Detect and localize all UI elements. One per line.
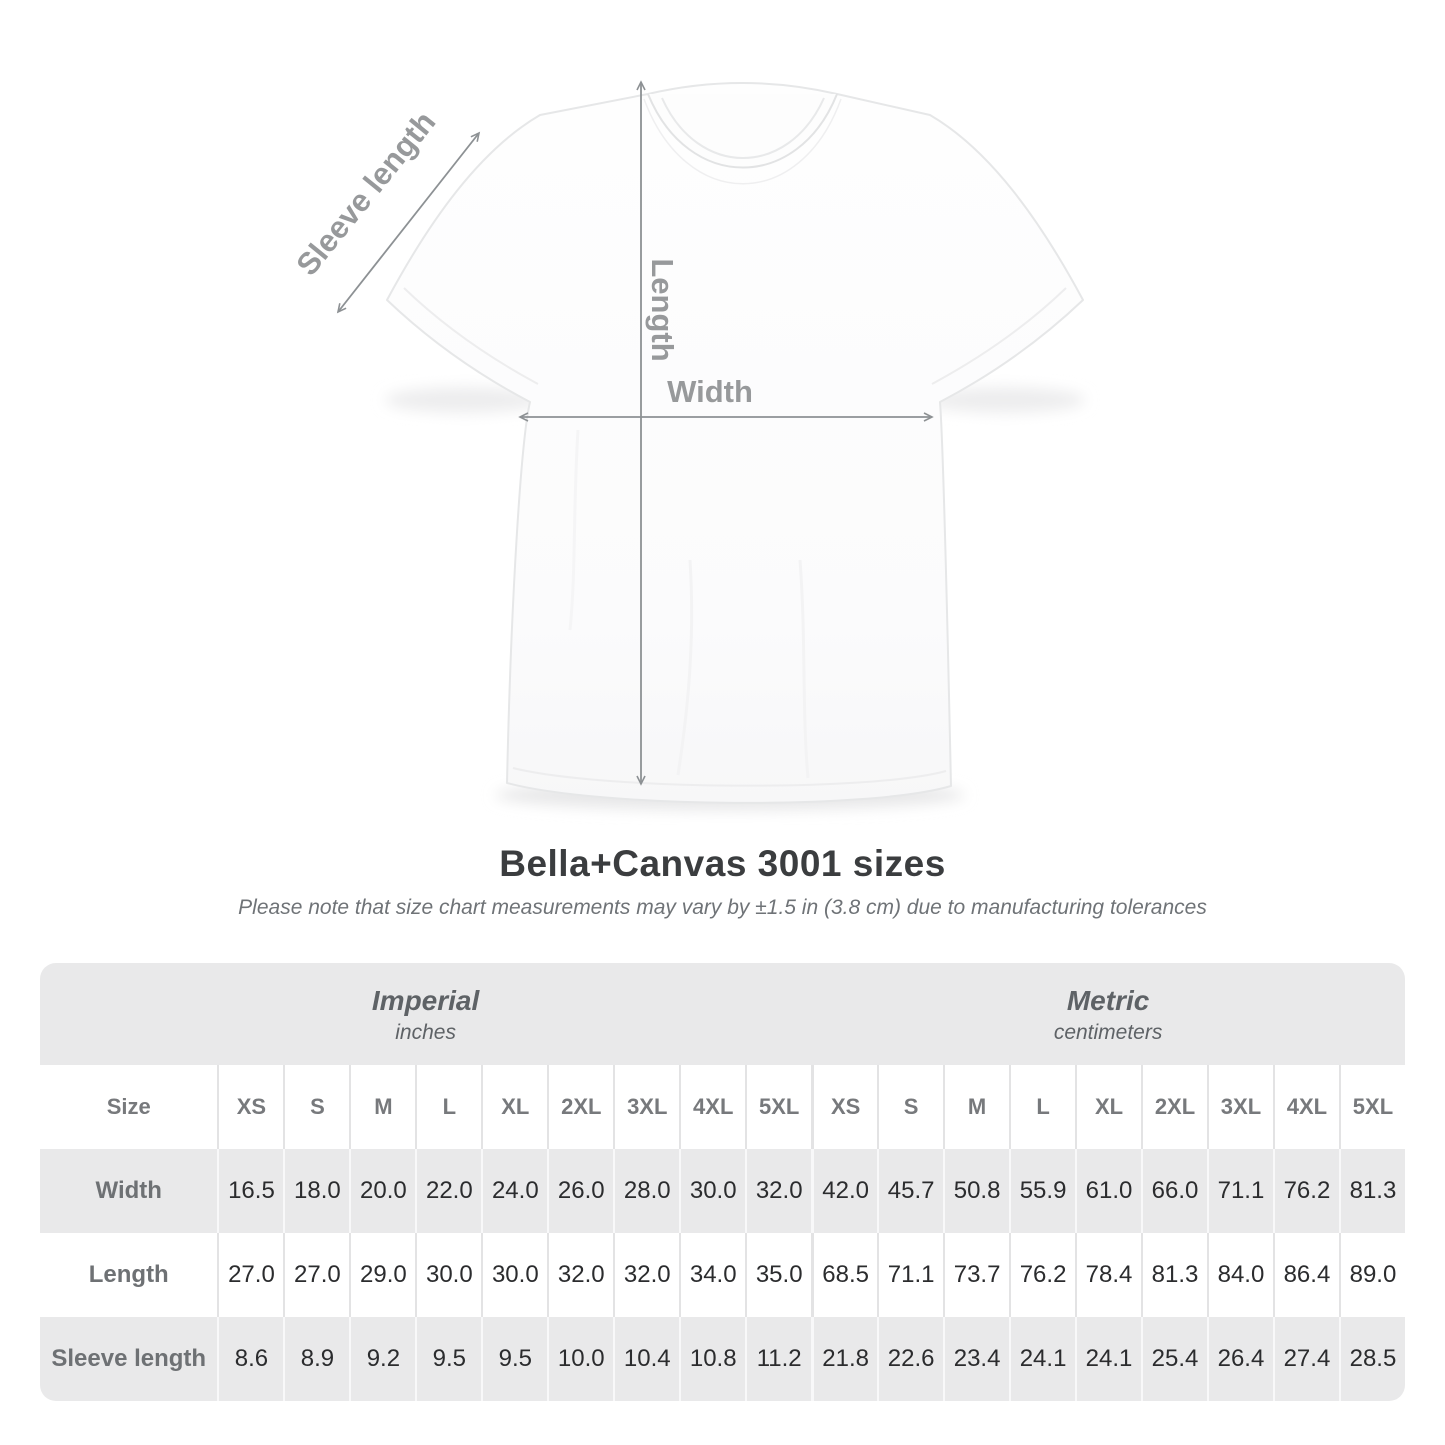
table-cell: 30.0 (481, 1233, 547, 1317)
size-col-header: M (943, 1065, 1009, 1149)
table-cell: 73.7 (943, 1233, 1009, 1317)
size-table (40, 963, 1405, 1401)
table-cell: 24.1 (1075, 1317, 1141, 1401)
table-cell: 8.9 (283, 1317, 349, 1401)
table-cell: 81.3 (1141, 1233, 1207, 1317)
size-col-header: S (877, 1065, 943, 1149)
tshirt-graphic (387, 83, 1083, 803)
table-cell: 24.0 (481, 1149, 547, 1233)
size-col-header: L (415, 1065, 481, 1149)
length-label: Length (645, 258, 680, 362)
metric-unit: centimeters (1053, 1021, 1163, 1044)
table-cell: 71.1 (877, 1233, 943, 1317)
table-cell: 27.0 (283, 1233, 349, 1317)
table-cell: 16.5 (217, 1149, 283, 1233)
size-col-header: M (349, 1065, 415, 1149)
size-header-row (40, 1065, 1405, 1149)
page-title: Bella+Canvas 3001 sizes (499, 843, 946, 884)
imperial-title: Imperial (371, 985, 480, 1016)
table-cell: 76.2 (1009, 1233, 1075, 1317)
table-cell: 8.6 (217, 1317, 283, 1401)
size-col-header: XL (1075, 1065, 1141, 1149)
unit-header-row (40, 963, 1405, 1065)
size-col-header: 3XL (613, 1065, 679, 1149)
table-cell: 9.5 (415, 1317, 481, 1401)
table-cell: 27.4 (1273, 1317, 1339, 1401)
table-cell: 9.2 (349, 1317, 415, 1401)
table-cell: 23.4 (943, 1317, 1009, 1401)
table-cell: 32.0 (613, 1233, 679, 1317)
table-cell: 89.0 (1339, 1233, 1405, 1317)
table-cell: 24.1 (1009, 1317, 1075, 1401)
length-row (40, 1233, 1405, 1317)
size-column-label: Size (40, 1065, 217, 1149)
table-cell: 9.5 (481, 1317, 547, 1401)
size-col-header: 2XL (1141, 1065, 1207, 1149)
sleeve-length-label: Sleeve length (289, 104, 443, 283)
row-label: Sleeve length (40, 1317, 217, 1401)
table-cell: 26.4 (1207, 1317, 1273, 1401)
table-cell: 22.6 (877, 1317, 943, 1401)
table-cell: 55.9 (1009, 1149, 1075, 1233)
size-col-header: S (283, 1065, 349, 1149)
table-cell: 34.0 (679, 1233, 745, 1317)
table-cell: 66.0 (1141, 1149, 1207, 1233)
imperial-unit: inches (395, 1021, 456, 1044)
size-col-header: 3XL (1207, 1065, 1273, 1149)
width-label: Width (667, 374, 753, 409)
size-col-header: L (1009, 1065, 1075, 1149)
table-cell: 10.4 (613, 1317, 679, 1401)
table-cell: 26.0 (547, 1149, 613, 1233)
table-cell: 68.5 (811, 1233, 877, 1317)
table-cell: 61.0 (1075, 1149, 1141, 1233)
width-row (40, 1149, 1405, 1233)
table-cell: 50.8 (943, 1149, 1009, 1233)
row-label: Width (40, 1149, 217, 1233)
table-cell: 10.0 (547, 1317, 613, 1401)
metric-header (811, 963, 1405, 1065)
table-cell: 22.0 (415, 1149, 481, 1233)
table-cell: 86.4 (1273, 1233, 1339, 1317)
table-cell: 18.0 (283, 1149, 349, 1233)
table-cell: 28.5 (1339, 1317, 1405, 1401)
table-cell: 84.0 (1207, 1233, 1273, 1317)
table-cell: 30.0 (415, 1233, 481, 1317)
table-cell: 71.1 (1207, 1149, 1273, 1233)
size-table-grid (40, 963, 1405, 1401)
size-col-header: 5XL (745, 1065, 811, 1149)
size-col-header: 4XL (1273, 1065, 1339, 1149)
table-cell: 35.0 (745, 1233, 811, 1317)
table-cell: 76.2 (1273, 1149, 1339, 1233)
table-cell: 42.0 (811, 1149, 877, 1233)
table-cell: 21.8 (811, 1317, 877, 1401)
table-cell: 20.0 (349, 1149, 415, 1233)
sleeve-length-row (40, 1317, 1405, 1401)
size-col-header: XS (811, 1065, 877, 1149)
size-col-header: 4XL (679, 1065, 745, 1149)
table-cell: 25.4 (1141, 1317, 1207, 1401)
row-label: Length (40, 1233, 217, 1317)
size-col-header: 5XL (1339, 1065, 1405, 1149)
metric-title: Metric (1066, 985, 1150, 1016)
table-cell: 78.4 (1075, 1233, 1141, 1317)
tolerance-note: Please note that size chart measurements may vary by ±1.5 in (3.8 cm) due to manufacturing tolerances (238, 896, 1207, 919)
table-cell: 27.0 (217, 1233, 283, 1317)
table-cell: 30.0 (679, 1149, 745, 1233)
table-cell: 11.2 (745, 1317, 811, 1401)
table-cell: 32.0 (745, 1149, 811, 1233)
size-col-header: 2XL (547, 1065, 613, 1149)
table-cell: 29.0 (349, 1233, 415, 1317)
size-col-header: XS (217, 1065, 283, 1149)
imperial-header (40, 963, 811, 1065)
table-cell: 32.0 (547, 1233, 613, 1317)
table-cell: 28.0 (613, 1149, 679, 1233)
table-cell: 10.8 (679, 1317, 745, 1401)
table-cell: 81.3 (1339, 1149, 1405, 1233)
size-col-header: XL (481, 1065, 547, 1149)
table-cell: 45.7 (877, 1149, 943, 1233)
